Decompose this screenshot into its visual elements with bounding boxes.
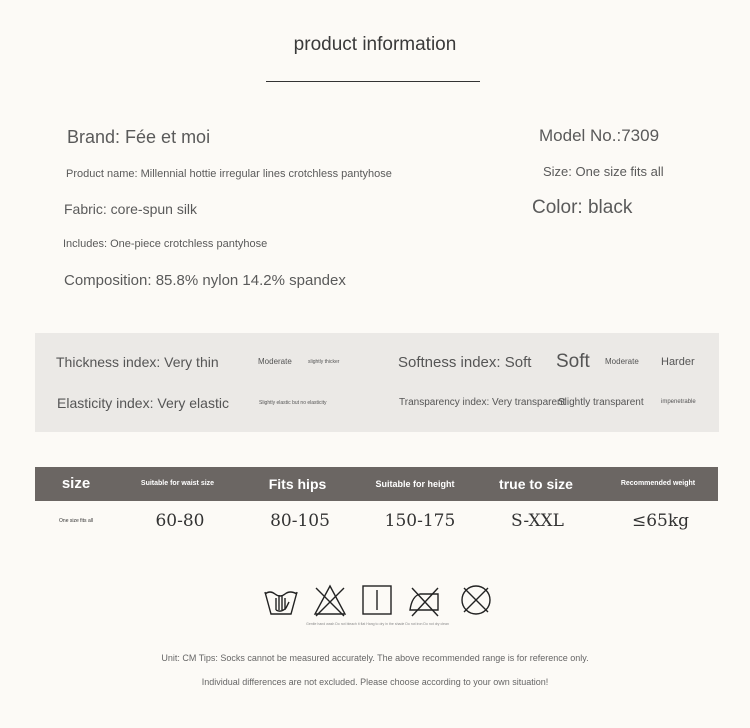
elasticity-option: Slightly elastic but no elasticity: [259, 400, 327, 406]
cell-waist: 60-80: [155, 511, 205, 531]
composition-text: Composition: 85.8% nylon 14.2% spandex: [64, 272, 346, 289]
thickness-option-thicker: slightly thicker: [308, 359, 340, 365]
softness-label: Softness index: Soft: [398, 354, 532, 371]
col-hips: Fits hips: [268, 476, 327, 492]
cell-height: 150-175: [384, 511, 456, 531]
transparency-label: Transparency index: Very transparent: [399, 397, 566, 408]
col-height: Suitable for height: [375, 479, 455, 489]
transparency-option-impenetrable: impenetrable: [661, 399, 696, 405]
brand-text: Brand: Fée et moi: [67, 127, 211, 147]
do-not-dry-clean-icon: [458, 582, 494, 618]
cell-weight: ≤65kg: [631, 511, 690, 531]
do-not-iron-icon: [406, 582, 442, 618]
thickness-label: Thickness index: Very thin: [56, 354, 219, 370]
size-text: Size: One size fits all: [543, 164, 664, 179]
transparency-option-slightly: Slightly transparent: [558, 397, 644, 408]
model-text: Model No.:7309: [539, 126, 660, 145]
index-panel: [35, 333, 719, 432]
disclaimer-note: Individual differences are not excluded. Please choose according to your own situation!: [201, 677, 549, 687]
do-not-bleach-icon: [312, 582, 348, 618]
softness-option-harder: Harder: [661, 356, 695, 368]
hang-dry-icon: [360, 582, 396, 618]
size-table-header: [35, 467, 718, 501]
title-divider: [266, 81, 480, 82]
col-waist: Suitable for waist size: [140, 480, 215, 487]
page-title: product information: [293, 34, 457, 55]
tips-note: Unit: CM Tips: Socks cannot be measured accurately. The above recommended range is for reference only.: [161, 653, 589, 663]
cell-size: One size fits all: [59, 518, 93, 524]
col-weight: Recommended weight: [620, 480, 696, 487]
color-text: Color: black: [532, 197, 633, 218]
thickness-option-moderate: Moderate: [258, 357, 292, 366]
cell-true-to-size: S-XXL: [511, 511, 564, 531]
hand-wash-icon: [263, 582, 299, 618]
elasticity-label: Elasticity index: Very elastic: [57, 395, 229, 411]
includes-text: Includes: One-piece crotchless pantyhose: [63, 238, 268, 250]
product-name-text: Product name: Millennial hottie irregular lines crotchless pantyhose: [66, 168, 392, 180]
softness-selected: Soft: [556, 351, 590, 372]
col-true-to-size: true to size: [499, 476, 573, 492]
col-size: size: [61, 475, 91, 492]
cell-hips: 80-105: [270, 511, 330, 531]
fabric-text: Fabric: core-spun silk: [64, 201, 198, 217]
care-caption: Gentle hand wash Do not bleach it flat Hang to dry in the shade Do not iron Do not dry clean: [306, 622, 449, 626]
softness-option-moderate: Moderate: [605, 357, 639, 366]
